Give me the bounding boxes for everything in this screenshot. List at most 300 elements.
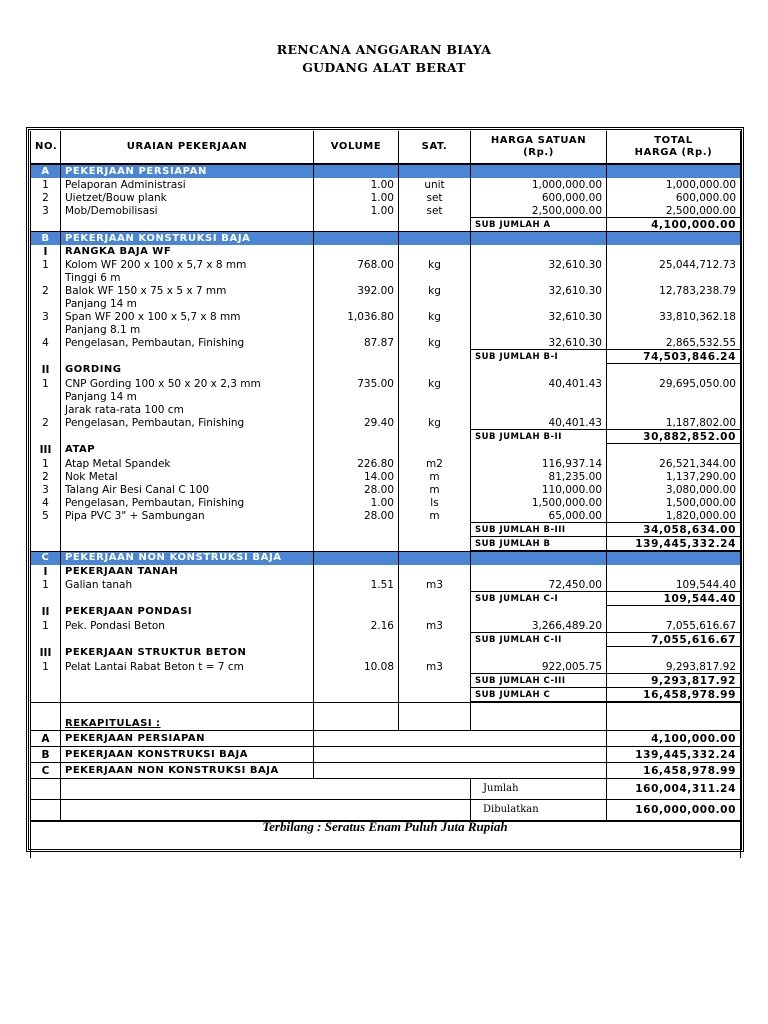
row-satuan: set xyxy=(399,191,471,204)
subtotal-value: 139,445,332.24 xyxy=(607,537,741,552)
item-row xyxy=(31,660,741,674)
item-row xyxy=(31,377,741,390)
row-satuan: kg xyxy=(399,416,471,430)
row-empty-cell xyxy=(61,523,314,537)
rekap-row xyxy=(31,763,741,779)
subtotal-value: 34,058,634.00 xyxy=(607,523,741,537)
row-no: III xyxy=(31,444,61,458)
row-volume xyxy=(314,565,399,578)
subtotal-label xyxy=(471,633,607,647)
jumlah-row xyxy=(31,779,741,800)
row-satuan: m xyxy=(399,483,471,496)
row-empty-cell xyxy=(31,633,61,647)
row-total: 1,000,000.00 xyxy=(607,178,741,191)
row-empty-cell xyxy=(314,731,607,747)
subtotal-row xyxy=(31,350,741,364)
row-harga-satuan: 600,000.00 xyxy=(471,191,607,204)
row-satuan xyxy=(399,565,471,578)
row-satuan: kg xyxy=(399,377,471,390)
subtotal-value: 4,100,000.00 xyxy=(607,218,741,232)
subtotal-row xyxy=(31,218,741,232)
row-uraian: PEKERJAAN PONDASI xyxy=(61,606,314,620)
row-uraian: Pengelasan, Pembautan, Finishing xyxy=(61,416,314,430)
row-satuan: m3 xyxy=(399,578,471,592)
row-empty-cell xyxy=(314,350,399,364)
row-harga-satuan xyxy=(471,297,607,310)
header-total: TOTAL HARGA (Rp.) xyxy=(607,131,741,164)
row-harga-satuan: 32,610.30 xyxy=(471,336,607,350)
dibulatkan-row-label: Dibulatkan xyxy=(471,800,607,822)
row-uraian: Galian tanah xyxy=(61,578,314,592)
row-uraian: Panjang 14 m xyxy=(61,390,314,403)
row-no: 5 xyxy=(31,509,61,523)
row-empty-cell xyxy=(314,537,399,552)
item-row xyxy=(31,416,741,430)
table-header xyxy=(31,131,741,164)
row-volume: 87.87 xyxy=(314,336,399,350)
row-total: 33,810,362.18 xyxy=(607,310,741,323)
row-satuan xyxy=(399,271,471,284)
row-satuan xyxy=(399,647,471,661)
row-uraian: Pek. Pondasi Beton xyxy=(61,619,314,633)
row-empty-cell xyxy=(31,350,61,364)
subtotal-label xyxy=(471,218,607,232)
row-total: 1,187,802.00 xyxy=(607,416,741,430)
row-empty-cell xyxy=(314,430,399,444)
row-empty-cell xyxy=(61,350,314,364)
row-satuan: kg xyxy=(399,284,471,297)
row-empty-cell xyxy=(61,688,314,703)
row-satuan: set xyxy=(399,204,471,218)
jumlah-row-label: Jumlah xyxy=(471,779,607,800)
row-empty-cell xyxy=(399,523,471,537)
row-uraian: Mob/Demobilisasi xyxy=(61,204,314,218)
row-no: 4 xyxy=(31,336,61,350)
terbilang-text: Terbilang : Seratus Enam Puluh Juta Rupiah xyxy=(262,819,508,834)
row-empty-cell xyxy=(399,551,471,565)
row-total: 9,293,817.92 xyxy=(607,660,741,674)
row-harga-satuan: 116,937.14 xyxy=(471,457,607,470)
row-uraian: PEKERJAAN KONSTRUKSI BAJA xyxy=(61,232,314,246)
group-row xyxy=(31,606,741,620)
subtotal-label xyxy=(471,537,607,552)
row-empty-cell xyxy=(314,688,399,703)
subtotal-label-text: SUB JUMLAH C xyxy=(475,690,551,700)
row-no: I xyxy=(31,245,61,258)
item-row xyxy=(31,390,741,403)
header-no: NO. xyxy=(31,131,61,164)
row-satuan xyxy=(399,245,471,258)
row-volume xyxy=(314,444,399,458)
document-subtitle: GUDANG ALAT BERAT xyxy=(302,60,466,75)
item-row xyxy=(31,310,741,323)
row-empty-cell xyxy=(471,232,607,246)
row-no: 1 xyxy=(31,457,61,470)
row-harga-satuan xyxy=(471,403,607,416)
item-row xyxy=(31,191,741,204)
row-volume: 1.00 xyxy=(314,204,399,218)
row-harga-satuan: 72,450.00 xyxy=(471,578,607,592)
subtotal-label-text: SUB JUMLAH C-III xyxy=(475,676,566,686)
row-harga-satuan: 32,610.30 xyxy=(471,310,607,323)
item-row xyxy=(31,323,741,336)
row-uraian: Nok Metal xyxy=(61,470,314,483)
rekap-row xyxy=(31,731,741,747)
row-empty-cell xyxy=(61,800,471,822)
row-no: 1 xyxy=(31,660,61,674)
row-empty-cell xyxy=(31,674,61,688)
section-row xyxy=(31,232,741,246)
spacer-row xyxy=(31,702,741,717)
row-empty-cell xyxy=(399,350,471,364)
row-empty-cell xyxy=(31,218,61,232)
subtotal-value: 9,293,817.92 xyxy=(607,674,741,688)
rekap-uraian: PEKERJAAN KONSTRUKSI BAJA xyxy=(61,747,314,763)
jumlah-row-value: 160,004,311.24 xyxy=(607,779,741,800)
row-empty-cell xyxy=(399,430,471,444)
row-no xyxy=(31,390,61,403)
row-empty-cell xyxy=(31,523,61,537)
row-total: 109,544.40 xyxy=(607,578,741,592)
row-total: 25,044,712.73 xyxy=(607,258,741,271)
row-empty-cell xyxy=(314,592,399,606)
row-total xyxy=(607,245,741,258)
row-total: 26,521,344.00 xyxy=(607,457,741,470)
row-empty-cell xyxy=(314,674,399,688)
row-harga-satuan xyxy=(471,390,607,403)
row-volume: 2.16 xyxy=(314,619,399,633)
item-row xyxy=(31,403,741,416)
item-row xyxy=(31,509,741,523)
row-total xyxy=(607,271,741,284)
row-satuan xyxy=(399,297,471,310)
row-volume xyxy=(314,245,399,258)
row-empty-cell xyxy=(399,232,471,246)
row-empty-cell xyxy=(399,537,471,552)
row-empty-cell xyxy=(471,164,607,178)
subtotal-label-text: SUB JUMLAH A xyxy=(475,220,551,230)
row-no: 3 xyxy=(31,483,61,496)
row-uraian: Jarak rata-rata 100 cm xyxy=(61,403,314,416)
row-satuan xyxy=(399,606,471,620)
rekap-total: 139,445,332.24 xyxy=(607,747,741,763)
row-empty-cell xyxy=(471,702,607,717)
row-uraian: ATAP xyxy=(61,444,314,458)
row-empty-cell xyxy=(399,674,471,688)
row-no: III xyxy=(31,647,61,661)
row-uraian: RANGKA BAJA WF xyxy=(61,245,314,258)
row-satuan xyxy=(399,323,471,336)
row-no: I xyxy=(31,565,61,578)
row-harga-satuan: 32,610.30 xyxy=(471,258,607,271)
row-volume: 1.00 xyxy=(314,178,399,191)
group-row xyxy=(31,364,741,378)
row-harga-satuan xyxy=(471,647,607,661)
row-empty-cell xyxy=(314,551,399,565)
item-row xyxy=(31,483,741,496)
row-volume xyxy=(314,606,399,620)
rab-table xyxy=(30,131,741,858)
row-no: 1 xyxy=(31,619,61,633)
item-row xyxy=(31,204,741,218)
row-uraian: Pipa PVC 3" + Sambungan xyxy=(61,509,314,523)
row-empty-cell xyxy=(607,551,741,565)
row-empty-cell xyxy=(399,688,471,703)
subtotal-row xyxy=(31,523,741,537)
row-harga-satuan xyxy=(471,606,607,620)
subtotal-value: 109,544.40 xyxy=(607,592,741,606)
row-no: A xyxy=(31,164,61,178)
row-empty-cell xyxy=(314,763,607,779)
row-satuan: unit xyxy=(399,178,471,191)
row-satuan xyxy=(399,364,471,378)
row-volume xyxy=(314,364,399,378)
row-empty-cell xyxy=(314,747,607,763)
row-satuan: m xyxy=(399,509,471,523)
group-row xyxy=(31,245,741,258)
item-row xyxy=(31,178,741,191)
row-total: 2,865,532.55 xyxy=(607,336,741,350)
row-total xyxy=(607,390,741,403)
rekap-uraian: PEKERJAAN NON KONSTRUKSI BAJA xyxy=(61,763,314,779)
subtotal-row xyxy=(31,633,741,647)
row-volume: 1.00 xyxy=(314,496,399,509)
row-satuan xyxy=(399,403,471,416)
row-uraian: PEKERJAAN STRUKTUR BETON xyxy=(61,647,314,661)
row-no: 1 xyxy=(31,377,61,390)
row-harga-satuan: 40,401.43 xyxy=(471,377,607,390)
subtotal-row xyxy=(31,537,741,552)
row-empty-cell xyxy=(31,717,61,731)
row-volume: 1.00 xyxy=(314,191,399,204)
item-row xyxy=(31,496,741,509)
rekap-total: 16,458,978.99 xyxy=(607,763,741,779)
row-total xyxy=(607,606,741,620)
item-row xyxy=(31,470,741,483)
row-uraian: Atap Metal Spandek xyxy=(61,457,314,470)
row-total: 600,000.00 xyxy=(607,191,741,204)
row-empty-cell xyxy=(471,717,607,731)
row-empty-cell xyxy=(314,164,399,178)
row-empty-cell xyxy=(61,779,471,800)
dibulatkan-row-value: 160,000,000.00 xyxy=(607,800,741,822)
row-volume: 392.00 xyxy=(314,284,399,297)
row-empty-cell xyxy=(61,674,314,688)
row-empty-cell xyxy=(607,232,741,246)
row-total: 1,820,000.00 xyxy=(607,509,741,523)
row-volume: 28.00 xyxy=(314,509,399,523)
row-volume: 29.40 xyxy=(314,416,399,430)
header-volume: VOLUME xyxy=(314,131,399,164)
row-empty-cell xyxy=(61,633,314,647)
row-harga-satuan: 1,000,000.00 xyxy=(471,178,607,191)
row-empty-cell xyxy=(607,702,741,717)
row-harga-satuan: 40,401.43 xyxy=(471,416,607,430)
row-total xyxy=(607,323,741,336)
row-empty-cell xyxy=(607,717,741,731)
item-row xyxy=(31,619,741,633)
row-uraian: Panjang 14 m xyxy=(61,297,314,310)
row-empty-cell xyxy=(399,633,471,647)
row-harga-satuan xyxy=(471,565,607,578)
row-empty-cell xyxy=(31,702,61,717)
row-empty-cell xyxy=(314,232,399,246)
row-empty-cell xyxy=(31,537,61,552)
row-uraian: Pelat Lantai Rabat Beton t = 7 cm xyxy=(61,660,314,674)
row-volume: 1.51 xyxy=(314,578,399,592)
row-harga-satuan xyxy=(471,364,607,378)
subtotal-value: 74,503,846.24 xyxy=(607,350,741,364)
row-harga-satuan: 3,266,489.20 xyxy=(471,619,607,633)
row-total xyxy=(607,297,741,310)
subtotal-label xyxy=(471,674,607,688)
row-satuan: ls xyxy=(399,496,471,509)
row-uraian: CNP Gording 100 x 50 x 20 x 2,3 mm xyxy=(61,377,314,390)
subtotal-label-text: SUB JUMLAH C-II xyxy=(475,635,562,646)
row-empty-cell xyxy=(399,717,471,731)
row-satuan: m xyxy=(399,470,471,483)
row-total: 1,500,000.00 xyxy=(607,496,741,509)
row-total: 12,783,238.79 xyxy=(607,284,741,297)
row-volume xyxy=(314,323,399,336)
subtotal-value: 30,882,852.00 xyxy=(607,430,741,444)
document-title: RENCANA ANGGARAN BIAYA xyxy=(276,42,492,57)
header-sat: SAT. xyxy=(399,131,471,164)
row-no xyxy=(31,271,61,284)
rekap-no: B xyxy=(31,747,61,763)
row-volume: 735.00 xyxy=(314,377,399,390)
row-empty-cell xyxy=(607,164,741,178)
row-total: 1,137,290.00 xyxy=(607,470,741,483)
section-row xyxy=(31,164,741,178)
row-total xyxy=(607,444,741,458)
subtotal-label-text: SUB JUMLAH B-I xyxy=(475,352,559,363)
rekap-total: 4,100,000.00 xyxy=(607,731,741,747)
row-no: B xyxy=(31,232,61,246)
row-uraian: Talang Air Besi Canal C 100 xyxy=(61,483,314,496)
item-row xyxy=(31,258,741,271)
row-harga-satuan xyxy=(471,271,607,284)
row-no xyxy=(31,403,61,416)
subtotal-row xyxy=(31,688,741,703)
row-uraian: Uietzet/Bouw plank xyxy=(61,191,314,204)
row-volume: 10.08 xyxy=(314,660,399,674)
row-uraian: PEKERJAAN TANAH xyxy=(61,565,314,578)
row-no: 4 xyxy=(31,496,61,509)
row-total: 2,500,000.00 xyxy=(607,204,741,218)
rekap-row xyxy=(31,747,741,763)
row-total: 7,055,616.67 xyxy=(607,619,741,633)
row-no: 2 xyxy=(31,416,61,430)
row-volume: 226.80 xyxy=(314,457,399,470)
group-row xyxy=(31,565,741,578)
row-empty-cell xyxy=(399,702,471,717)
row-empty-cell xyxy=(399,592,471,606)
row-empty-cell xyxy=(31,592,61,606)
row-total xyxy=(607,403,741,416)
subtotal-row xyxy=(31,430,741,444)
row-no xyxy=(31,297,61,310)
row-volume: 14.00 xyxy=(314,470,399,483)
row-total xyxy=(607,565,741,578)
row-total xyxy=(607,364,741,378)
rekap-label: REKAPITULASI : xyxy=(61,717,314,731)
row-uraian: Kolom WF 200 x 100 x 5,7 x 8 mm xyxy=(61,258,314,271)
row-empty-cell xyxy=(314,523,399,537)
item-row xyxy=(31,271,741,284)
row-uraian: Panjang 8.1 m xyxy=(61,323,314,336)
row-uraian: Pengelasan, Pembautan, Finishing xyxy=(61,496,314,509)
row-no: II xyxy=(31,364,61,378)
row-uraian: Pelaporan Administrasi xyxy=(61,178,314,191)
subtotal-row xyxy=(31,592,741,606)
row-satuan: kg xyxy=(399,336,471,350)
subtotal-value: 16,458,978.99 xyxy=(607,688,741,703)
header-harga-satuan: HARGA SATUAN (Rp.) xyxy=(471,131,607,164)
subtotal-label xyxy=(471,430,607,444)
row-uraian: Span WF 200 x 100 x 5,7 x 8 mm xyxy=(61,310,314,323)
section-row xyxy=(31,551,741,565)
row-volume xyxy=(314,271,399,284)
table-body xyxy=(31,164,741,702)
item-row xyxy=(31,457,741,470)
row-satuan xyxy=(399,390,471,403)
row-empty-cell xyxy=(314,702,399,717)
row-volume: 28.00 xyxy=(314,483,399,496)
item-row xyxy=(31,297,741,310)
row-empty-cell xyxy=(314,633,399,647)
subtotal-row xyxy=(31,674,741,688)
row-harga-satuan: 922,005.75 xyxy=(471,660,607,674)
row-volume: 1,036.80 xyxy=(314,310,399,323)
row-satuan: kg xyxy=(399,258,471,271)
row-empty-cell xyxy=(61,218,314,232)
row-volume xyxy=(314,647,399,661)
row-uraian: PEKERJAAN NON KONSTRUKSI BAJA xyxy=(61,551,314,565)
row-no: 1 xyxy=(31,258,61,271)
row-volume: 768.00 xyxy=(314,258,399,271)
rekap-uraian: PEKERJAAN PERSIAPAN xyxy=(61,731,314,747)
subtotal-label xyxy=(471,350,607,364)
row-harga-satuan xyxy=(471,245,607,258)
row-no xyxy=(31,323,61,336)
dibulatkan-row xyxy=(31,800,741,822)
row-harga-satuan xyxy=(471,444,607,458)
group-row xyxy=(31,647,741,661)
rekap-no: C xyxy=(31,763,61,779)
item-row xyxy=(31,578,741,592)
item-row xyxy=(31,336,741,350)
row-harga-satuan: 110,000.00 xyxy=(471,483,607,496)
row-no: 3 xyxy=(31,310,61,323)
row-harga-satuan: 65,000.00 xyxy=(471,509,607,523)
row-empty-cell xyxy=(314,218,399,232)
row-no: 2 xyxy=(31,470,61,483)
subtotal-label xyxy=(471,592,607,606)
subtotal-label-text: SUB JUMLAH B-II xyxy=(475,432,562,443)
row-total xyxy=(607,647,741,661)
rekap-label-row xyxy=(31,717,741,731)
row-no: 2 xyxy=(31,284,61,297)
row-uraian: Tinggi 6 m xyxy=(61,271,314,284)
row-no: C xyxy=(31,551,61,565)
row-satuan: m3 xyxy=(399,619,471,633)
row-empty-cell xyxy=(61,702,314,717)
row-satuan xyxy=(399,444,471,458)
row-no: 1 xyxy=(31,578,61,592)
row-total: 3,080,000.00 xyxy=(607,483,741,496)
row-empty-cell xyxy=(61,592,314,606)
